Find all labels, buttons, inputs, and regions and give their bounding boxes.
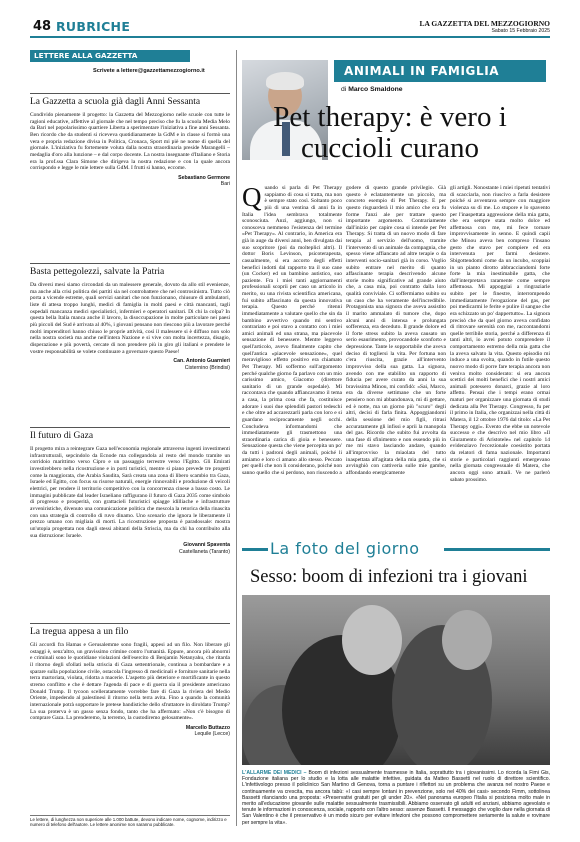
header-rule [30, 36, 550, 38]
letter-signature: Can. Antonio Guarnieri [173, 358, 230, 365]
photo-of-day-caption [242, 770, 550, 826]
letter-title: Basta pettegolezzi, salvate la Patria [30, 263, 230, 278]
caption-text: Boom di infezioni sessualmente trasmesse in Italia, soprattutto tra i giovanissimi. Lo ricorda la Fimi Gis, Fondazione italiana per lo studio e la lotta alle malattie infettive, guidata da Matteo Bassetti nel ruolo di direttore scientifico. L'infettivologo presso il policlinico San Martino di Genova, torna a puntare i riflettori su un problema che avanza nel nostro Paese e continuamente va crescita, ma ancora tabù: «I casi sempre lontani in prevenzione, solo nel 40% dei casi» secondo Fimm, sottolinea Bassetti rilanciando una proposta: «Preservativi gratuiti per gli under 20». «Nel panorama europeo l'Italia si posiziona molto male in merito all'educazione giovanile sulle malattie sessualmente trasmissibili. Abbiamo osservato gli adulti ed anziani, abbiamo agevolato e tenute le informazioni in conoscenza, sociale, rapporto con l'altro sesso: assenze Bassetti. Il messaggio che voglio dare nella giornata di San Valentino è che il preservativo è un modo sicuro per evitare infezioni che possono compromettere seriamente la salute e rovinare per sempre la vita». [242, 770, 551, 826]
letters-footnote: Le lettere, di lunghezza non superiore alle 1.000 battute, devono indicare nome, cognome, indirizzo e numero di telefono dell'autore. Le lettere anonime non saranno pubblicate. [30, 815, 230, 827]
feature-section-band: ANIMALI IN FAMIGLIA [334, 60, 546, 82]
letter-city: Lequile (Lecce) [194, 731, 230, 738]
feature-dropcap: Q [242, 182, 262, 212]
feature-column-2: godere di questo grande privilegio. Già questo è eclatantemente un piccolo, ma concreto esempio di Pet Therapy. E per questo risguarderà il mio amico che era fu forme l'anzi ale per trattare questo importante argomento. Contrariamente dall'inizio per capire cosa si intende per Pet Therapy. Si tratta di un nuovo modo di fare terapia al servizio dell'uomo, tramite l'intervento di un animale da compagnia, che spesso viene affiancato ad altre terapie o da interventi socio-sanitari già in corso. Voglio subito entrare nel merito di quanto affascinante terapia descrivendo alcune storie molto significative ad grande aiuto che, a casa mia, poi contratto dalla loro qualità conviviale. Ci soffermiamo subito su un caso che ha veramente dell'incredibile. Protagonista una signora che aveva assistito il marito ammalato di tumore che, dopo alcuni anni di intensa e prolungata sofferenza, era deceduto. Il grande dolore ed il forte stress subito la aveva causato un serio esaurimento, provocandole sconforto e depressione. Tante le sopportabile che aveva deciso di togliersi la vita. Per fortuna non c'era riuscita, grazie all'intervento improvviso della sua gatta. La signora, avendo con me stabilito un rapporto di fiducia per avere curato da anni la sua bravissima Minou, mi confidò: «Sai, Marco, era da diverse settimane che un forte pensiero non mi abbandonava, mi di gettare, ed è notte, ma un giorno più "scuro" degli altri, decisi di farla finita. Appoggiandomi della sessione del mio figli, ritrasi accuratamente gli infissi e aprii la manopola del gas. Ricordo che subito fui avvolta da una fase di sfinimento e non essendo più in me mi stavo lasciando andare, quando all'improvviso la miaolata del tutto inaspettata all'agitata della mia gatta, che si avvinghiò con cattiveria sulle mie gambe, affondando energicamente [346, 185, 446, 476]
letter-signature: Marcello Buttazzo [185, 724, 230, 731]
letter-city: Castellaneta (Taranto) [178, 548, 230, 555]
page-number: 48 [33, 19, 52, 34]
letter-title: La tregua appesa a un filo [30, 623, 230, 638]
photo-shape [442, 610, 492, 670]
page-header [0, 0, 580, 34]
photo-of-day-band [242, 537, 550, 562]
band-rule-right [444, 548, 550, 551]
caption-label: L'ALLARME DEI MEDICI – [242, 770, 307, 776]
letter-signature: Sebastiano Germone [178, 174, 230, 181]
letter-title: Il futuro di Gaza [30, 427, 230, 442]
letters-section-bar: LETTERE ALLA GAZZETTA [30, 50, 190, 62]
feature-headline: Pet therapy: è vero i cuccioli curano [273, 101, 507, 164]
letter-body: Gli accordi fra Hamas e Gerusalemme sono fragili, appesi ad un filo. Non liberare gli ostaggi è, senz'altro, un gravissimo crimine contro l'umanità. Eppure, ancora più abnormi e criminali sono le quotidiane violazioni dell'esercito di Benjamin Netanyahu, che ritarda il ritorno degli sfollati nella striscia di Gaza settentrionale, continua a bombardare e a sparare sulla popolazione civile, ostacola l'ingresso di medicinali e forniture sanitarie nella terra martoriata, violata, ridotta a macerie. L'aspetto più deteriore e mortificante in questo stremo conflitto e che è dettare l'agenda di pace e di guerra sia il presidente americano Donald Trump. Il tycoon scelleratamente vorrebbe fare di Gaza la riviera del Medio Oriente, impedendo al palestinesi il ritorno nella terra avita. Fino a quando la comunità internazionale potrà sopportare le pretese bandistiche dello sfruttatore in diroldato Trump? La sua proterva è un gasso senza fondo, tanto che ha affermato: «Non c'è bisogno di comprare Gaza. La prenderemo, la terremo, la custodiremo gelosamente». [30, 642, 230, 722]
column-divider [236, 50, 237, 826]
letter-city: Cisternino (Brindisi) [184, 364, 230, 371]
feature-column-1-text: uando si parla di Pet Therapy sappiamo di cosa si tratta, ma non è sempre stato così. Soltanto poco più di una ventina di anni fa in Italia l'idea sembrava totalmente sconosciuta. Anzi, aggiungo, non si conosceva nemmeno l'esistenza del termine «Pet Therapy». Al contrario, in America era già in auge da diversi anni, ben divulgata dai suo scopritore (poi da molteplici altri). Il dottor Boris Levinson, psicoterapeuta, casualmente, si era accorto degli effetti benefici indotti dal rapporto tra il suo cane (un Cocker) ed un bambino autistico, suo paziente. Fra i miei tanti aggiornamenti professionali scoprii per caso un articolo in merito, su una rivista scientifica americana, fui subito affascinato da questa innovativa terapia. Questo perché ritenni immediatamente a valutare quello che sin da bambino avvertivo quando mi sentivo contrariato e poi stavo a contatto con i miei amici animali ed una strana, ma piacevole sensazione di benessere. Mentre leggevo quell'articolo, avevo finalmente capito che quell'antica «piacevole sensazione», quel meraviglioso effetto positivo era chiamato Pet Therapy. Mi soffermo sull'argomento perché qualche giorno fa parlavo con un mio carissimo amico, Giacomo (direttore sanitario di un grande ospedale). Mi raccontava che quando affiancavamo il tema a casa, la prima cosa che fa, costituisce adorare i suoi due splendidi pastori tedeschi e che oltre ad accarezzarli parla con loro e si guardano reciprocamente negli occhi. Concludeva informandomi che immediatamente gli trasmettono una straordinaria carica di gioia e benessere. Sensazione questa che viene percepita un po' da tutti i padroni degli animali, poiché li amiamo e loro ci amano allo stesso. Peccato per quelli che non li considerano, poiché non sanno quello che si perdono, non riuscendo a [242, 185, 342, 476]
section-title: RUBRICHE [56, 19, 131, 34]
photo-of-day-image [242, 595, 550, 765]
letter-title: La Gazzetta a scuola già dagli Anni Sessanta [30, 93, 230, 108]
letter-2 [30, 263, 230, 371]
publication-masthead [419, 20, 550, 35]
letter-body: Condivido pienamente il progetto: la Gazzetta del Mezzogiorno nelle scuole con tutte le ragioni educative, affettive al giornale che nel tempo preciso che fu la scuola Media Melo da Bari nel popolarissimo quartiere Liberta a sperimentare l'iniziativa a fine anni Sessanta. Ben ricordo che da studenti si riceveva quotidianamente la GdM e in classe si formò una vera e propria redazione divisa in Politica, Cronaca, Sport mi piè ne nome di quella del giornale. L'iniziativa fu fortemente voluta dalla nostra straordinaria preside Marangelli – medaglia d'oro alla lunzione – e dal corpo docente. La nostra insegnante d'Italiano e Storia era la prof.ssa Clara Simone che dirigeva la nostra redazione e con la quale ancora corrispondo e legge le mie lettere sulla GdM. I frutti sì hanno, eccome. [30, 112, 230, 172]
letter-signature: Giovanni Spaventa [183, 542, 230, 549]
byline-prefix: di [341, 86, 347, 93]
photo-of-day-headline: Sesso: boom di infezioni tra i giovani [250, 567, 528, 587]
byline-author: Marco Smaldone [348, 86, 403, 93]
letter-city: Bari [220, 181, 230, 188]
publication-date: Sabato 15 Febbraio 2025 [491, 28, 550, 34]
feature-column-3: gli artigli. Nonostante i miei ripetuti tentativi di scacciarla, non riuscivo a farla desistere poiché si avventava sempre con maggiore violenza su di me. Lo stupore e lo spavento per l'inaspettata aggressione della mia gatta, che era sempre stata molto dolce ed affettuosa con me, mi fece tornare improvvisamente in senno. E quindi capii che Minou aveva ben compreso l'insano gesto che stavo per compiere ed era intervenuta per farmi desistere. Sbigottendomi come da un incubo, scoppiai in un pianto dirotto abbracciandomi forte forte la mia inestimabile gatta, che dall'interpretava raramente come sempre affettuosa. Mi appoggiai a ringraziarle subito per le finestre, interrompendo immediatamente l'erogazione del gas, per poi medicarmi le ferite e pulire il sangue che era schizzato un po' dappertutto». La signora precisò che da quel giorno aveva confidato di ritrovare serenità con me, raccontandomi quelle terribile storia, perché a differenza di tanti altri, io avrei potuto comprendere il comportamento estremo della mia gatta che la aveva salvato la vita. Questo episodio mi induce a una svolta, quando in futile questo nuovo modo di porre fare terapia ancora non veniva molto considerato: si era ancora scettici dei molti benefici che i nostri amici animali potessero donarci, grazie al loro affetto. Pensai che i tempi erano ormai maturi per organizzare una giornata di studi dedicata alla Pet Therapy. Congresso, fu per il primo in Italia, che organizzai nella città di Matera, il 12 ottobre 1976 dal titolo: «La Pet Therapy oggi». Evento che ebbe un notevole successo e che descrivo nel mio libro «Il Giuramento di Aristotele» nel capitolo 14 evidenziavo l'eccezionale coesistito portata da relatori di fama nazionale. Importanti storie e particolari raggiunti emergevano nella giornata congressuale di Matera, che ancora oggi sono attuali. Ve ne parlerò sabato prossimo. [450, 185, 550, 483]
letter-body: Da diversi mesi siamo circondati da un malessere generale, dovuto da allo stil evenienze, ma anche alla crisi politica dei partiti sia nel controbattere che nel controsinistra. Tutto ciò porta a vicende estreme, quali servizi sanitari che non funzionano, chiusure di ambulatori, liste di attesa troppo lunghi, medici di famiglia in molti paesi e città mancanti, tagli ospedali mancanza medici specialistici, infermieri e operatori sanitari. Di chi la colpa? In questa bella Italia manca anche il lavoro, la disoccupazione in molte particolare nei paesi più piccoli del Sud è arrivata al 40%, i giovani pensano non riescono più a lavorare perché molti imprenditori hanno chiuso le proprie attività, così il malessere si è diffuso non solo nella nostra società ma anche nell'intera Nazione e si vive con molta incertezza, disagio, disperazione e più povertà, cercate di non prendere più in giro gli italiani e prendete le vostre responsabilità se volete continuare a governare questo Paese! [30, 282, 230, 355]
photo-shape [342, 605, 402, 675]
letters-email[interactable]: Scrivete a lettere@gazzettamezzogiorno.it [93, 68, 205, 74]
band-rule-left [242, 548, 268, 551]
letter-4 [30, 623, 230, 738]
feature-byline [341, 86, 403, 93]
letter-3 [30, 427, 230, 555]
photo-of-day-label: La foto del giorno [270, 539, 420, 558]
letter-body: Il progetto mira a reintegrare Gaza nell'economia regionale attraverso ingenti investimenti infrastrutturali, sepcindolo da Ecnode ma collegandola al resto del mondo tramite un corridoio marittimo verso Cipro e un passaggio terrestre verso l'Egitto. Gli Emirati investirebbero nella ricostruzione e in porti turistici, mentre si piano prevede tre progetti come la maggiorata, che Arabia Saudita, Sarà creata una zona di libero scambio tra Gaza, Israele ed Egitto, con focus su risorse naturali, energie rinnovabili e produzione di veicoli elettrici, per rendere il territorio competitivo con la concorrenza cinese a basso costo. Le immagini pubblicate dal leader Israeliano raffigurano il futuro di Gaza 2035 come simbolo di progresso e prosperità, con grattacieli futuristici spiagge idilliache e infrastrutture avveniristiche, divenuto una comunicazione politica che mescola la retorica della rinascita con una strategia di controllo di ruvo dinamo. Uno scenario che ignora le liberamente il prezzo umano con migliaia di morti. La ricostruzione proposta è paradossale: mostra un'utopia progettata non dagli stessi abitanti della Striscia, ma da chi ha contribuito alla sua distruzione: Israele. [30, 446, 230, 539]
publication-name: LA GAZZETTA DEL MEZZOGIORNO [419, 19, 550, 28]
feature-column-1 [242, 182, 342, 477]
photo-hair-shape [266, 72, 304, 90]
letter-1 [30, 93, 230, 188]
